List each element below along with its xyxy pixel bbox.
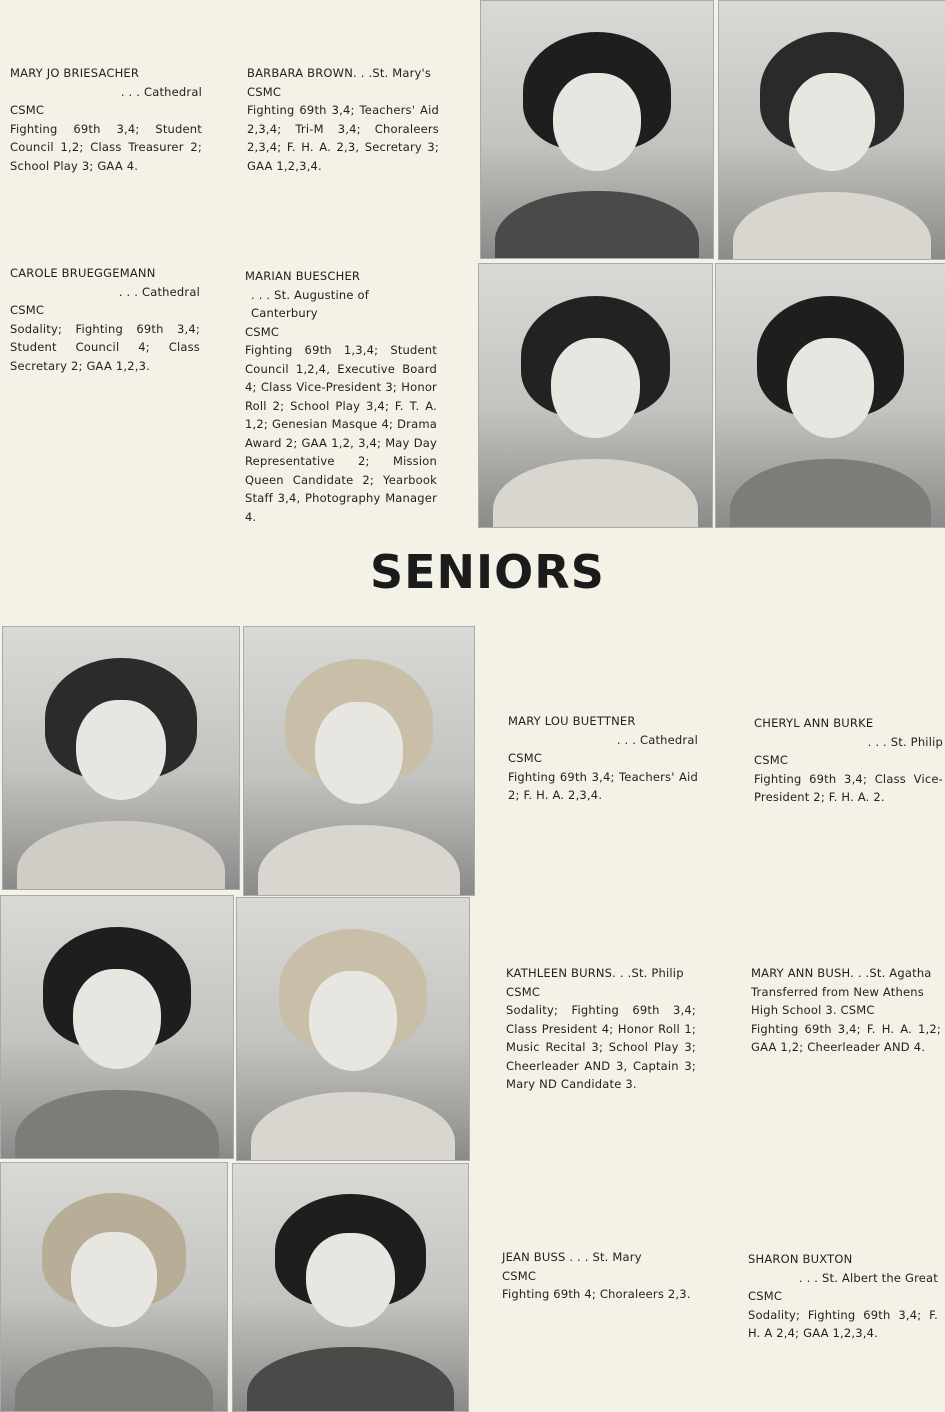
entry-school: CSMC — [508, 751, 543, 765]
portrait-photo — [480, 0, 714, 259]
entry-school: CSMC — [247, 84, 282, 99]
entry-marian-buescher — [245, 267, 437, 526]
entry-jean-buss — [502, 1248, 692, 1304]
entry-name: JEAN BUSS . . . St. Mary — [502, 1250, 642, 1264]
entry-sharon-buxton — [748, 1250, 938, 1343]
entry-parish: . . . St. Philip — [867, 734, 943, 749]
entry-activities: Sodality; Fighting 69th 3,4; Class President 4; Honor Roll 1; Music Recital 3; School Play 3; Cheerleader AND 3, Captain 3; Mary ND Candidate 3. — [506, 1003, 696, 1091]
entry-school: CSMC — [748, 1289, 783, 1303]
entry-activities: Fighting 69th 1,3,4; Student Council 1,2,4, Executive Board 4; Class Vice-President 3; Honor Roll 2; School Play 3,4; F. T. A. 1,2; Genesian Masque 4; Drama Award 2; GAA 1,2, 3,4; May Day Representative 2; Mission Queen Candidate 2; Yearbook Staff 3,4, Photography Manager 4. — [245, 343, 437, 524]
entry-parish: . . . St. Albert the Great — [798, 1270, 938, 1285]
portrait-photo — [243, 626, 475, 896]
entry-cheryl-ann-burke — [754, 714, 943, 807]
entry-parish: . . . Cathedral — [118, 284, 200, 299]
entry-name: SHARON BUXTON — [748, 1252, 853, 1266]
entry-activities: Fighting 69th 4; Choraleers 2,3. — [502, 1287, 691, 1301]
entry-carole-brueggemann — [10, 264, 200, 375]
entry-activities: Sodality; Fighting 69th 3,4; F. H. A 2,4; GAA 1,2,3,4. — [748, 1307, 938, 1340]
portrait-photo — [478, 263, 713, 528]
entry-name: CAROLE BRUEGGEMANN — [10, 266, 156, 280]
entry-name: KATHLEEN BURNS. . .St. Philip — [506, 966, 684, 980]
entry-activities: Fighting 69th 3,4; F. H. A. 1,2; GAA 1,2; Cheerleader AND 4. — [751, 1021, 941, 1054]
entry-activities: Fighting 69th 3,4; Teachers' Aid 2; F. H. A. 2,3,4. — [508, 769, 698, 802]
entry-school: CSMC — [506, 984, 541, 999]
entry-name: MARY LOU BUETTNER — [508, 714, 636, 728]
entry-school: CSMC — [10, 103, 45, 117]
entry-name: CHERYL ANN BURKE — [754, 716, 874, 730]
entry-parish: . . . Cathedral — [120, 84, 202, 99]
entry-mary-lou-buettner — [508, 712, 698, 805]
entry-name: MARY ANN BUSH. . .St. Agatha — [751, 966, 932, 980]
portrait-photo — [236, 897, 470, 1161]
portrait-photo — [0, 1162, 228, 1412]
entry-name: BARBARA BROWN. . .St. Mary's — [247, 66, 432, 80]
entry-mary-ann-bush — [751, 964, 941, 1057]
entry-parish: . . . St. Augustine of Canterbury — [251, 287, 369, 320]
portrait-photo — [232, 1163, 469, 1412]
page-heading: SENIORS — [370, 545, 605, 599]
entry-school: CSMC — [502, 1268, 537, 1283]
entry-activities: Fighting 69th 3,4; Class Vice-President 2; F. H. A. 2. — [754, 771, 943, 804]
entry-activities: Sodality; Fighting 69th 3,4; Student Council 4; Class Secretary 2; GAA 1,2,3. — [10, 321, 200, 373]
entry-activities: Fighting 69th 3,4; Student Council 1,2; Class Treasurer 2; School Play 3; GAA 4. — [10, 121, 202, 173]
entry-parish: . . . Cathedral — [616, 732, 698, 747]
entry-barbara-brown — [247, 64, 439, 175]
entry-name: MARIAN BUESCHER — [245, 269, 361, 283]
entry-activities: Fighting 69th 3,4; Teachers' Aid 2,3,4; Tri-M 3,4; Choraleers 2,3,4; F. H. A. 2,3, Secretary 3; GAA 1,2,3,4. — [247, 103, 439, 173]
portrait-photo — [718, 0, 945, 260]
entry-mary-jo-briesacher — [10, 64, 202, 175]
portrait-photo — [715, 263, 945, 528]
portrait-photo — [0, 895, 234, 1159]
entry-school: Transferred from New Athens High School 3. CSMC — [751, 984, 924, 1017]
entry-school: CSMC — [754, 753, 789, 767]
entry-kathleen-burns — [506, 964, 696, 1094]
entry-name: MARY JO BRIESACHER — [10, 66, 140, 80]
entry-school: CSMC — [245, 324, 280, 339]
portrait-photo — [2, 626, 240, 890]
entry-school: CSMC — [10, 303, 45, 317]
